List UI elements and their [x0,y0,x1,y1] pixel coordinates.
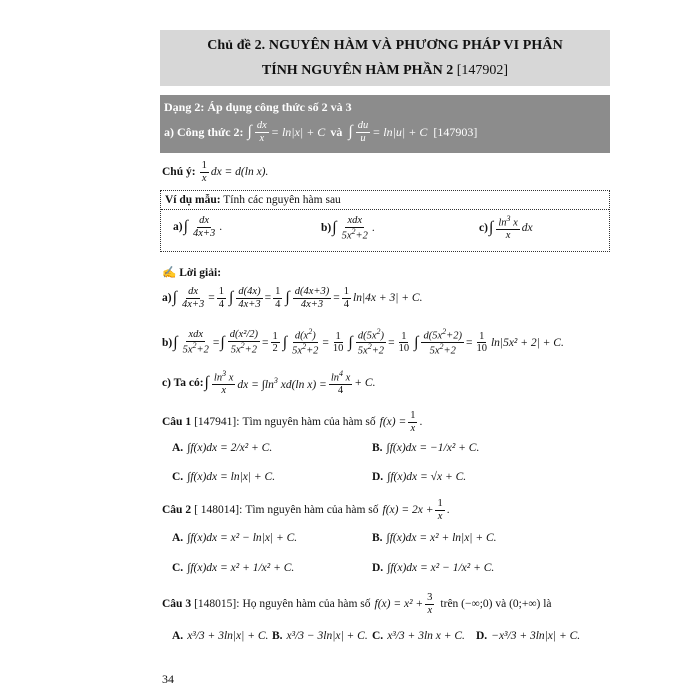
q1-choice-c[interactable]: C. ∫f(x)dx = ln|x| + C. [172,471,276,483]
topic-title: Dạng 2: Áp dụng công thức số 2 và 3 [164,100,352,114]
q2-choice-a[interactable]: A. ∫f(x)dx = x² − ln|x| + C. [172,532,298,544]
solution-a: a) ∫ $\frac{dx}{4x+3}$ = $\frac{1}{4}$ ∫ $\frac{d(4x)}{4x+3}$ = $\frac{1}{4}$ ∫ $\frac{d(4x+3)}{4x+3}$ = $\frac{1}{4}$ ln|4x + 3| + C. [162,286,423,310]
q3-choice-c[interactable]: C. x³/3 + 3ln x + C. [372,630,465,642]
q3-choice-b[interactable]: B. x³/3 − 3ln|x| + C. [272,630,368,642]
q1-choice-b[interactable]: B. ∫f(x)dx = −1/x² + C. [372,442,480,454]
example-box: Ví dụ mẫu: Tính các nguyên hàm sau a) ∫ $\frac{dx}{4x+3}$ . b) ∫ $\frac{\text{xdx}}{5x^2+2}$ . c) ∫ $\frac{\ln^3 x}{x}$ dx [160,190,610,252]
q2-choice-d[interactable]: D. ∫f(x)dx = x² − 1/x² + C. [372,562,495,574]
question-2: Câu 2 [ 148014]: Tìm nguyên hàm của hàm số f(x) = 2x + $\frac{1}{x}$ . [162,498,450,522]
solution-c: c) Ta có: ∫ $\frac{\ln^3 x}{x}$ dx = $\int\ln^3$ xd(ln x) = $\frac{\ln^4 x}{4}$ + C. [162,369,376,397]
q3-choice-a[interactable]: A. x³/3 + 3ln|x| + C. [172,630,269,642]
solution-label: ✍ Lời giải: [162,267,222,279]
example-c: c) ∫ $\frac{\ln^3 x}{x}$ dx [479,214,533,242]
formula-line: a) Công thức 2: ∫ $\frac{dx}{x}$ = ln|x| + C và ∫ $\frac{du}{u}$ = ln|u| + C [147903] [164,120,478,144]
topic-band [160,95,610,153]
example-b: b) ∫ $\frac{\text{xdx}}{5x^2+2}$ . [321,215,375,242]
q1-choice-a[interactable]: A. ∫f(x)dx = 2/x² + C. [172,442,273,454]
question-1: Câu 1 [147941]: Tìm nguyên hàm của hàm số f(x) = $\frac{1}{x}$ . [162,410,423,434]
q1-choice-d[interactable]: D. ∫f(x)dx = √x + C. [372,471,467,483]
example-a: a) ∫ $\frac{dx}{4x+3}$ . [173,215,223,239]
q3-choice-d[interactable]: D. −x³/3 + 3ln|x| + C. [476,630,581,642]
note-line: Chú ý: $\frac{1}{x}$ dx = d(ln x). [162,160,269,184]
lesson-title: TÍNH NGUYÊN HÀM PHẦN 2 [147902] [261,63,509,78]
chapter-title: Chủ đề 2. NGUYÊN HÀM VÀ PHƯƠNG PHÁP VI PHÂN [207,38,563,53]
page-number: 34 [162,672,174,686]
solution-b: b) ∫ $\frac{\text{xdx}}{5x^2+2}$ = ∫ $\frac{\text{d(x²/2)}}{5x^2+2}$ = $\frac{1}{2}$ ∫ $\frac{d(x^2)}{5x^2+2}$ = $\frac{1}{10}$ ∫ $\frac{d(5x^2)}{5x^2+2}$ = $\frac{1}{10}$ ∫ $\frac{d(5x^2+2)}{5x^2+2}$ = $\frac{1}{10}$ ln|5x² + 2| + C. [162,327,564,357]
question-3: Câu 3 [148015]: Họ nguyên hàm của hàm số f(x) = x² + $\frac{3}{x}$ trên (−∞;0) và (0;+∞) là [162,592,552,616]
chapter-header [160,30,610,86]
q2-choice-b[interactable]: B. ∫f(x)dx = x² + ln|x| + C. [372,532,497,544]
q2-choice-c[interactable]: C. ∫f(x)dx = x² + 1/x² + C. [172,562,295,574]
